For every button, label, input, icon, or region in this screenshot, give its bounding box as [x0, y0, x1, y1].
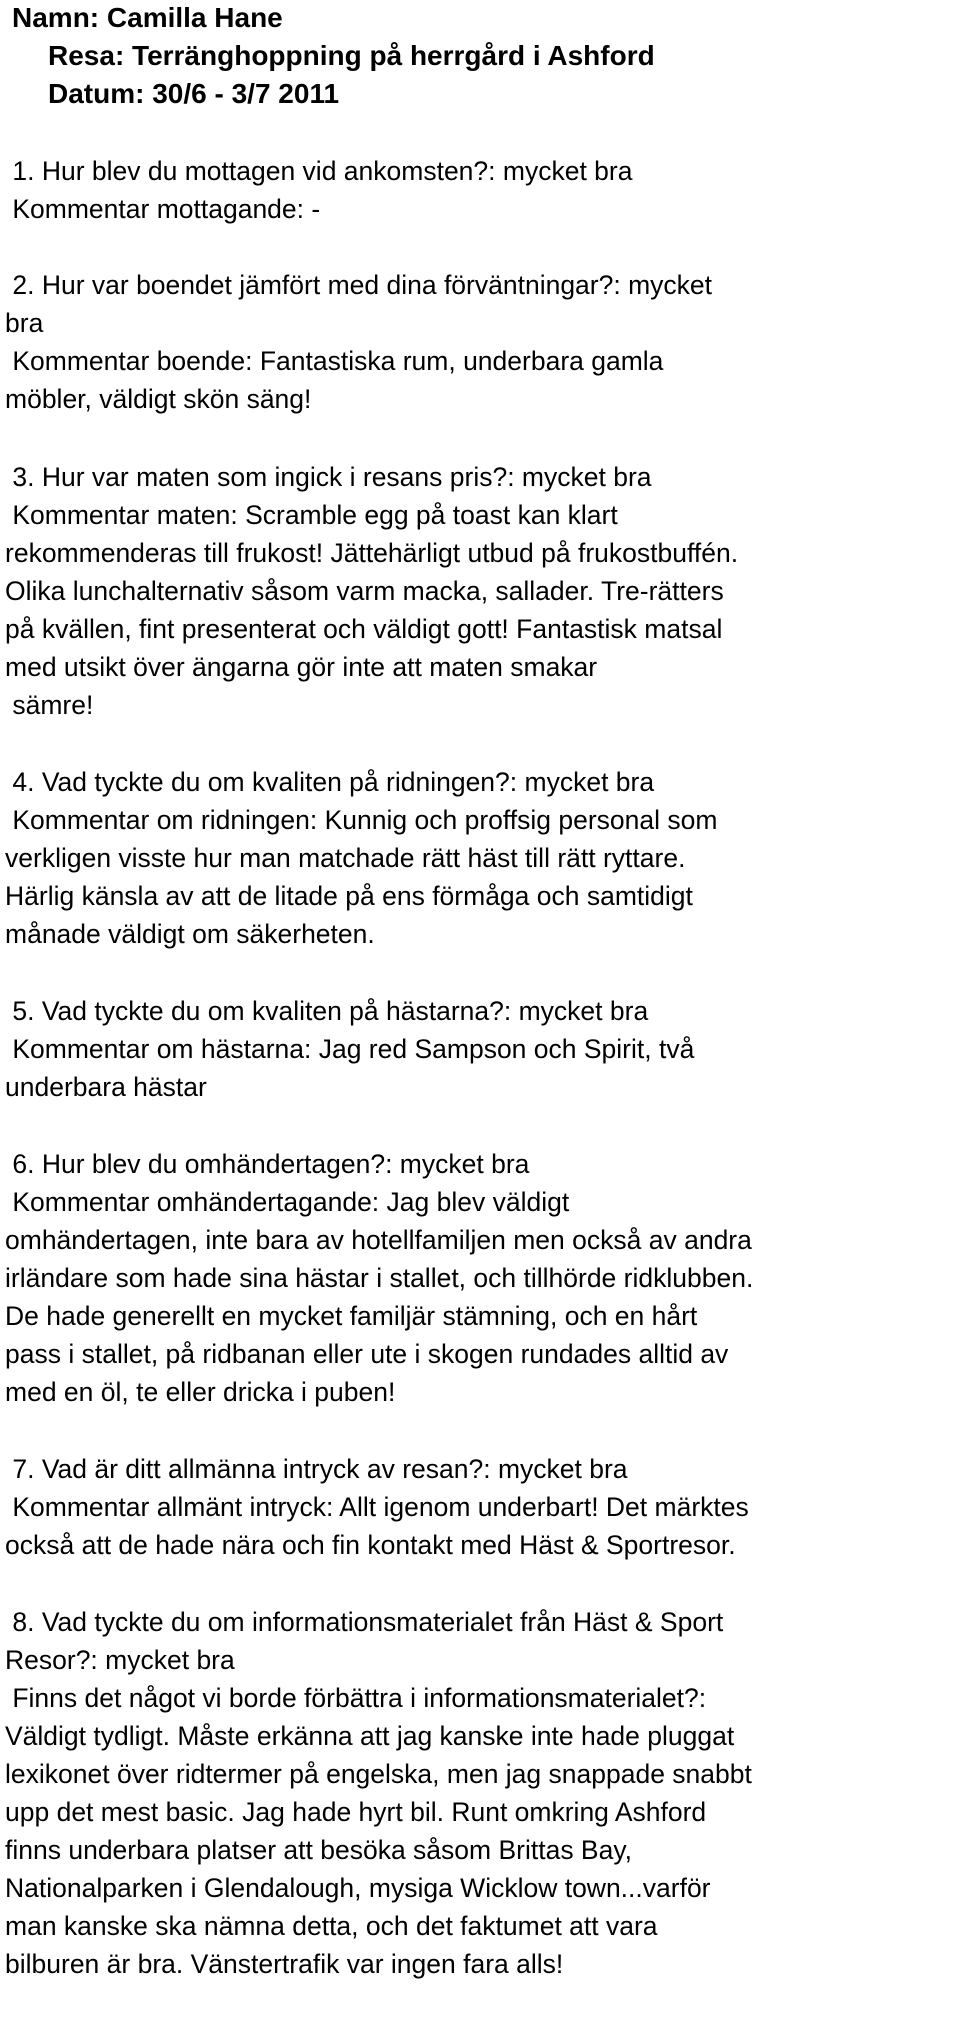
- comment-8: Finns det något vi borde förbättra i informationsmaterialet?:: [5, 1683, 707, 1713]
- question-6: 6. Hur blev du omhändertagen?: mycket bra: [5, 1149, 530, 1179]
- trip-date: Datum: 30/6 - 3/7 2011: [48, 78, 340, 109]
- comment-6-line-5: pass i stallet, på ridbanan eller ute i skogen rundades alltid av: [5, 1339, 729, 1369]
- comment-8-line-3: lexikonet över ridtermer på engelska, men jag snappade snabbt: [5, 1759, 752, 1789]
- question-8: 8. Vad tyckte du om informationsmaterialet från Häst & Sport: [5, 1607, 724, 1637]
- traveler-name: Namn: Camilla Hane: [12, 2, 283, 33]
- comment-7: Kommentar allmänt intryck: Allt igenom underbart! Det märktes: [5, 1492, 749, 1522]
- comment-2-cont: möbler, väldigt skön säng!: [5, 384, 312, 414]
- comment-3-line-2: rekommenderas till frukost! Jättehärligt utbud på frukostbuffén.: [5, 538, 739, 568]
- comment-6-line-4: De hade generellt en mycket familjär stämning, och en hårt: [5, 1301, 698, 1331]
- question-5: 5. Vad tyckte du om kvaliten på hästarna?: mycket bra: [5, 996, 649, 1026]
- comment-4-line-4: månade väldigt om säkerheten.: [5, 919, 375, 949]
- comment-6-line-3: irländare som hade sina hästar i stallet, och tillhörde ridklubben.: [5, 1263, 754, 1293]
- comment-6-line-6: med en öl, te eller dricka i puben!: [5, 1377, 396, 1407]
- comment-3-line-6: sämre!: [5, 690, 94, 720]
- comment-4-line-3: Härlig känsla av att de litade på ens förmåga och samtidigt: [5, 881, 693, 911]
- comment-8-line-2: Väldigt tydligt. Måste erkänna att jag kanske inte hade pluggat: [5, 1721, 735, 1751]
- comment-7-cont: också att de hade nära och fin kontakt med Häst & Sportresor.: [5, 1530, 736, 1560]
- question-4: 4. Vad tyckte du om kvaliten på ridningen?: mycket bra: [5, 767, 655, 797]
- question-7: 7. Vad är ditt allmänna intryck av resan?: mycket bra: [5, 1454, 628, 1484]
- comment-8-line-7: man kanske ska nämna detta, och det faktumet att vara: [5, 1911, 658, 1941]
- comment-4-line-2: verkligen visste hur man matchade rätt häst till rätt ryttare.: [5, 843, 686, 873]
- comment-4: Kommentar om ridningen: Kunnig och proffsig personal som: [5, 805, 718, 835]
- comment-2: Kommentar boende: Fantastiska rum, underbara gamla: [5, 346, 664, 376]
- comment-5: Kommentar om hästarna: Jag red Sampson och Spirit, två: [5, 1034, 695, 1064]
- comment-3-line-5: med utsikt över ängarna gör inte att maten smakar: [5, 652, 598, 682]
- comment-8-line-5: finns underbara platser att besöka såsom Brittas Bay,: [5, 1835, 632, 1865]
- trip-title: Resa: Terränghoppning på herrgård i Ashford: [48, 40, 655, 71]
- comment-8-line-4: upp det mest basic. Jag hade hyrt bil. Runt omkring Ashford: [5, 1797, 707, 1827]
- comment-3: Kommentar maten: Scramble egg på toast kan klart: [5, 500, 618, 530]
- question-2-cont: bra: [5, 308, 44, 338]
- question-3: 3. Hur var maten som ingick i resans pris?: mycket bra: [5, 462, 652, 492]
- comment-5-cont: underbara hästar: [5, 1072, 207, 1102]
- comment-1: Kommentar mottagande: -: [5, 194, 321, 224]
- comment-8-line-6: Nationalparken i Glendalough, mysiga Wicklow town...varför: [5, 1873, 711, 1903]
- question-1: 1. Hur blev du mottagen vid ankomsten?: mycket bra: [5, 156, 633, 186]
- question-2: 2. Hur var boendet jämfört med dina förväntningar?: mycket: [5, 270, 713, 300]
- comment-8-line-8: bilburen är bra. Vänstertrafik var ingen fara alls!: [5, 1949, 564, 1979]
- comment-3-line-3: Olika lunchalternativ såsom varm macka, sallader. Tre-rätters: [5, 576, 724, 606]
- comment-6: Kommentar omhändertagande: Jag blev väldigt: [5, 1187, 570, 1217]
- comment-3-line-4: på kvällen, fint presenterat och väldigt gott! Fantastisk matsal: [5, 614, 723, 644]
- comment-6-line-2: omhändertagen, inte bara av hotellfamiljen men också av andra: [5, 1225, 752, 1255]
- question-8-cont: Resor?: mycket bra: [5, 1645, 235, 1675]
